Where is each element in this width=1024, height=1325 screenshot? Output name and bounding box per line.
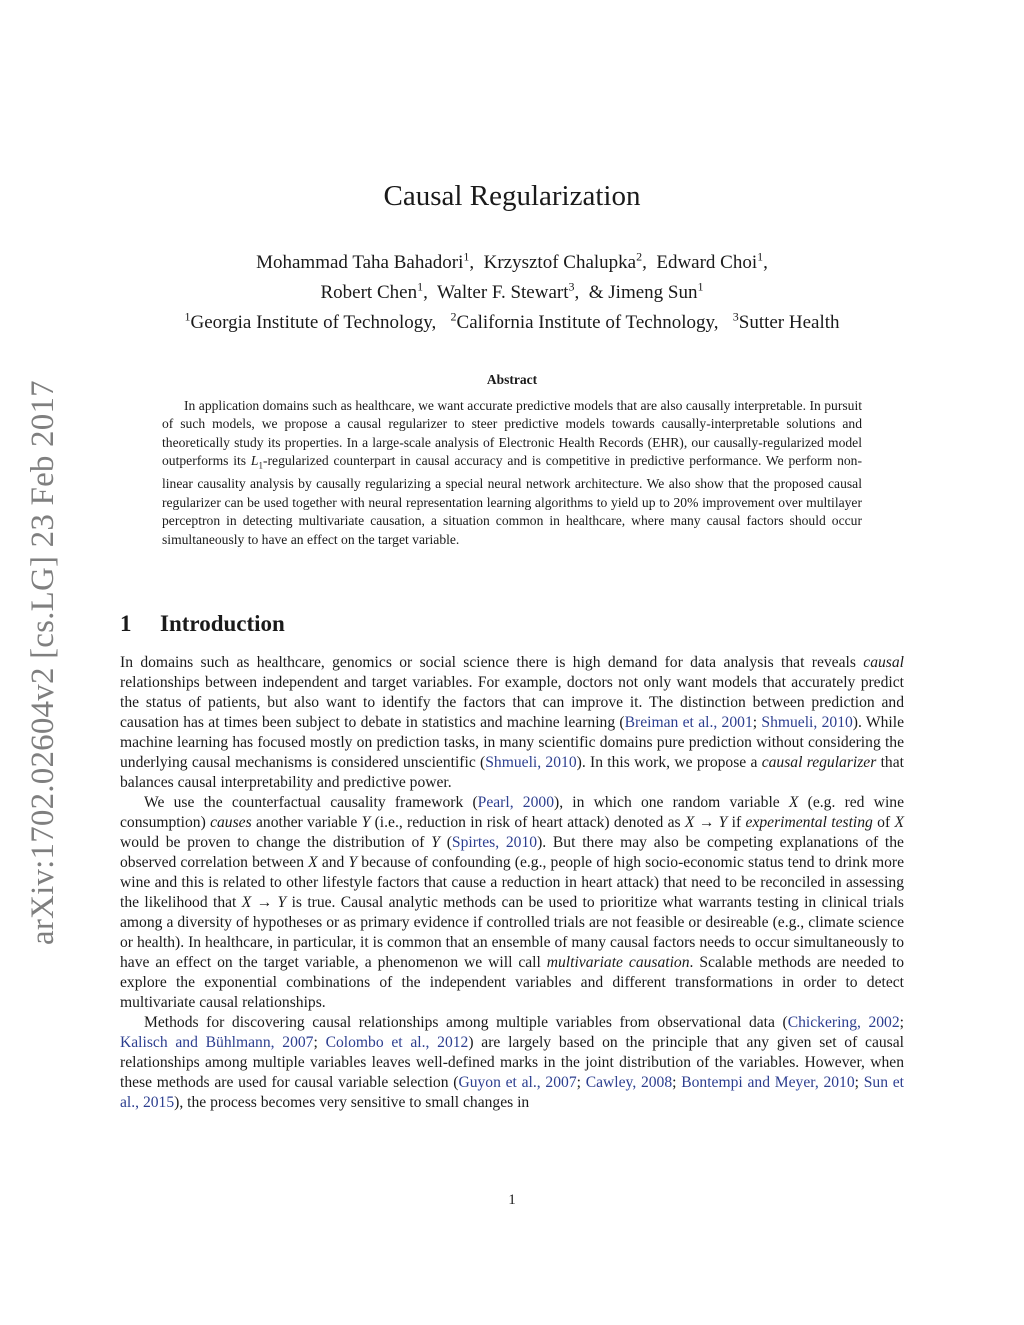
author-name: Robert Chen <box>320 282 418 303</box>
math-variable: X <box>788 794 799 811</box>
author-name: Krzysztof Chalupka <box>483 252 637 273</box>
citation-link[interactable]: Bontempi and Meyer, 2010 <box>681 1074 855 1091</box>
emphasis: causes <box>210 814 252 831</box>
math-expression: X → Y <box>241 894 287 911</box>
math-l1: L <box>250 453 259 469</box>
emphasis: experimental testing <box>745 814 873 831</box>
emphasis: causal regularizer <box>761 754 877 771</box>
citation-link[interactable]: Pearl, 2000 <box>477 794 554 811</box>
affiliation-mark: 2 <box>450 309 457 324</box>
paragraph-2: We use the counterfactual causality framework (Pearl, 2000), in which one random variable X (e.g. red wine consumption) causes another variable Y (i.e., reduction in risk of heart attack) denoted as X → Y if experimental testing of X would be proven to change the distribution of Y (Spirtes, 2010). But there may also be competing explanations of the observed correlation between X and Y because of confounding (e.g., people of high socio-economic status tend to drink more wine and this is related to other lifestyle factors that cause a reduction in heart attack) that need to be reconciled in assessing the likelihood that X → Y is true. Causal analytic methods can be used to prioritize what warrants testing in clinical trials among a diversity of hypotheses or as primary evidence if controlled trials are not feasible or desireable (e.g., climate science or health). In healthcare, in particular, it is common that an ensemble of many causal factors needs to occur simultaneously to have an effect on the target variable, a phenomenon we will call multivariate causation. Scalable methods are needed to explore the exponential combinations of the independent variables and different transformations in order to detect multivariate causal relationships. <box>120 794 904 1011</box>
affiliation-mark: 1 <box>184 309 191 324</box>
citation-link[interactable]: Shmueli, 2010 <box>761 714 853 731</box>
affiliation-mark: 1 <box>463 249 470 264</box>
affiliation-mark: 1 <box>697 279 704 294</box>
math-variable: X <box>308 854 318 871</box>
section-number: 1 <box>120 611 132 636</box>
emphasis: causal <box>863 654 904 671</box>
affiliation-mark: 2 <box>636 249 643 264</box>
author-block <box>110 248 914 338</box>
paper-title: Causal Regularization <box>383 180 641 212</box>
paragraph-3: Methods for discovering causal relationships among multiple variables from observational data (Chickering, 2002; Kalisch and Bühlmann, 2007; Colombo et al., 2012) are largely based on the principle that any given set of causal relationships among multiple variables leaves well-defined marks in the joint distribution of the variables. However, when these methods are used for causal variable selection (Guyon et al., 2007; Cawley, 2008; Bontempi and Meyer, 2010; Sun et al., 2015), the process becomes very sensitive to small changes in <box>120 1014 904 1111</box>
citation-link[interactable]: Shmueli, 2010 <box>485 754 577 771</box>
section-title: Introduction <box>160 611 285 636</box>
author-name: Edward Choi <box>656 252 758 273</box>
math-variable: Y <box>431 834 440 851</box>
paragraph-1: In domains such as healthcare, genomics or social science there is high demand for data analysis that reveals causal relationships between independent and target variables. For example, doctors not only want models that accurately predict the status of patients, but also want to identify the factors that can improve it. The distinction between prediction and causation has at times been subject to debate in statistics and machine learning (Breiman et al., 2001; Shmueli, 2010). While machine learning has focused mostly on prediction tasks, in many scientific domains pure prediction without considering the underlying causal mechanisms is considered unscientific (Shmueli, 2010). In this work, we propose a causal regularizer that balances causal interpretability and predictive power. <box>120 654 905 791</box>
citation-link[interactable]: Cawley, 2008 <box>585 1074 673 1091</box>
citation-link[interactable]: Breiman et al., 2001 <box>624 714 753 731</box>
math-subscript: 1 <box>258 460 263 471</box>
affiliation-mark: 1 <box>757 249 764 264</box>
affiliation-line <box>110 308 914 338</box>
math-variable: X <box>894 814 904 831</box>
page-number: 1 <box>508 1192 516 1208</box>
section-heading <box>120 609 285 639</box>
author-line-2: Robert Chen$^1$, Walter F. Stewart$^3$, & Jimeng Sun$^1$ <box>320 279 704 303</box>
body-text <box>120 653 904 1113</box>
math-variable: Y <box>348 854 358 871</box>
arxiv-identifier: arXiv:1702.02604v2 [cs.LG] 23 Feb 2017 <box>25 380 61 945</box>
affiliation: California Institute of Technology, <box>456 312 719 333</box>
abstract-heading: Abstract <box>486 372 538 387</box>
abstract-paragraph: In application domains such as healthcare, we want accurate predictive models that are also causally interpretable. In pursuit of such models, we propose a causal regularizer to steer predictive models towards causally-interpretable solutions and theoretically study its properties. In a large-scale analysis of Electronic Health Records (EHR), our causally-regularized model outperforms its $L_1$-regularized counterpart in causal accuracy and is competitive in predictive performance. We perform non-linear causality analysis by causally regularizing a special neural network architecture. We also show that the proposed causal regularizer can be used together with neural representation learning algorithms to yield up to 20% improvement over multilayer perceptron in detecting multivariate causation, a situation common in healthcare, where many causal factors should occur simultaneously to have an effect on the target variable. <box>162 398 863 547</box>
affiliation: Georgia Institute of Technology, <box>190 312 437 333</box>
affiliation: Sutter Health <box>738 312 840 333</box>
citation-link[interactable]: Guyon et al., 2007 <box>458 1074 577 1091</box>
math-variable: Y <box>361 814 371 831</box>
author-name: Mohammad Taha Bahadori <box>256 252 464 273</box>
abstract-text <box>162 397 862 549</box>
affiliation-mark: 1 <box>417 279 424 294</box>
citation-link[interactable]: Spirtes, 2010 <box>451 834 538 851</box>
author-name: Walter F. Stewart <box>437 282 569 303</box>
citation-link[interactable]: Colombo et al., 2012 <box>325 1034 469 1051</box>
author-name: Jimeng Sun <box>608 282 698 303</box>
citation-link[interactable]: Chickering, 2002 <box>787 1014 900 1031</box>
citation-link[interactable]: Sun et al., 2015 <box>120 1074 904 1111</box>
emphasis: multivariate causation <box>546 954 690 971</box>
affiliation-mark: 3 <box>568 279 575 294</box>
citation-link[interactable]: Kalisch and Bühlmann, 2007 <box>120 1034 314 1051</box>
author-conjunction: & <box>588 282 604 303</box>
math-expression: X → Y <box>684 814 728 831</box>
affiliation-mark: 3 <box>732 309 739 324</box>
author-line-1: Mohammad Taha Bahadori$^1$, Krzysztof Chalupka$^2$, Edward Choi$^1$, <box>256 249 768 273</box>
